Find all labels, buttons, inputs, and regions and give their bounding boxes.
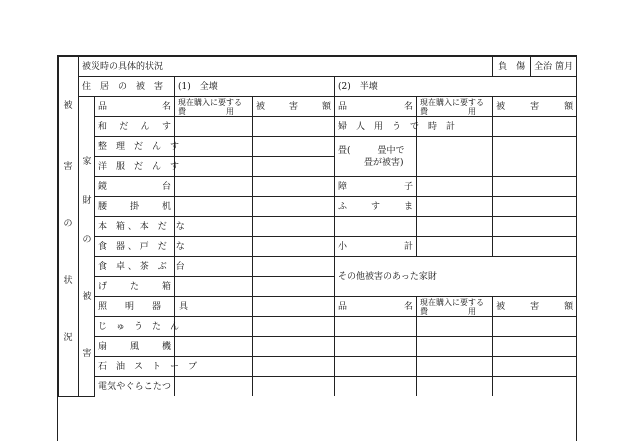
side-char: 被	[63, 101, 73, 111]
cost-cell[interactable]	[175, 237, 253, 257]
side-char: 況	[63, 333, 73, 343]
damage-cell[interactable]	[253, 297, 335, 317]
col-cost-right: 現在購入に要する費 用	[417, 97, 493, 117]
list-item: 洋 服 だ ん す	[95, 157, 175, 177]
damage-cell[interactable]	[253, 117, 335, 137]
cost-cell[interactable]	[175, 317, 253, 337]
damage-cell[interactable]	[493, 317, 577, 337]
blank-cell	[335, 217, 417, 237]
blank-cell[interactable]	[335, 377, 417, 397]
cost-cell[interactable]	[417, 317, 493, 337]
cost-cell[interactable]	[175, 197, 253, 217]
cost-cell[interactable]	[175, 257, 253, 277]
situation-label: 被災時の具体的状況	[79, 57, 493, 77]
side-char: 財	[82, 196, 92, 206]
side-char: 害	[63, 162, 73, 172]
damage-cell[interactable]	[493, 377, 577, 397]
col-item-left: 品 名	[95, 97, 175, 117]
col-item-other: 品 名	[335, 297, 417, 317]
damage-cell[interactable]	[253, 357, 335, 377]
cost-cell[interactable]	[417, 337, 493, 357]
cost-cell[interactable]	[175, 137, 253, 157]
col-cost-left: 現在購入に要する費 用	[175, 97, 253, 117]
col-damage-other: 被 害 額	[493, 297, 577, 317]
damage-cell[interactable]	[493, 357, 577, 377]
damage-table	[58, 56, 577, 397]
damage-cell[interactable]	[493, 217, 577, 237]
damage-cell[interactable]	[253, 157, 335, 177]
side-char: の	[82, 235, 92, 245]
other-items-label: その他被害のあった家財	[335, 257, 577, 297]
cost-cell[interactable]	[417, 217, 493, 237]
side-char: 家	[82, 157, 92, 167]
list-item: げ た 箱	[95, 277, 175, 297]
injury-cell	[531, 57, 577, 77]
damage-cell[interactable]	[253, 337, 335, 357]
side-char: 状	[63, 276, 73, 286]
col-damage-right: 被 害 額	[493, 97, 577, 117]
cost-cell[interactable]	[417, 177, 493, 197]
inner-side-text	[79, 154, 95, 366]
damage-cell[interactable]	[253, 137, 335, 157]
list-item: じ ゅ う た ん	[95, 317, 175, 337]
injury-label: 負 傷	[493, 57, 531, 77]
damage-cell[interactable]	[253, 377, 335, 397]
blank-cell[interactable]	[335, 317, 417, 337]
list-item: 電気やぐらこたつ	[95, 377, 175, 397]
cost-cell[interactable]	[417, 377, 493, 397]
damage-cell[interactable]	[493, 137, 577, 177]
damage-cell[interactable]	[493, 337, 577, 357]
cost-cell[interactable]	[175, 177, 253, 197]
blank-cell[interactable]	[335, 337, 417, 357]
list-item: 婦 人 用 う で 時 計	[335, 117, 417, 137]
cost-cell[interactable]	[417, 237, 493, 257]
damage-cell[interactable]	[253, 237, 335, 257]
list-item-tatami	[335, 137, 417, 177]
list-item: 扇 風 機	[95, 337, 175, 357]
cost-cell[interactable]	[417, 357, 493, 377]
col-item-right: 品 名	[335, 97, 417, 117]
housing-option-1: (1) 全壊	[175, 77, 335, 97]
col-damage-left: 被 害 額	[253, 97, 335, 117]
damage-form	[57, 55, 577, 441]
subtotal-label: 小 計	[335, 237, 417, 257]
list-item: 食 卓 、 茶 ぶ 台	[95, 257, 175, 277]
cost-cell[interactable]	[417, 197, 493, 217]
col-cost-other: 現在購入に要する費 用	[417, 297, 493, 317]
cost-cell[interactable]	[175, 157, 253, 177]
damage-cell[interactable]	[253, 277, 335, 297]
cost-cell[interactable]	[175, 377, 253, 397]
damage-cell[interactable]	[493, 237, 577, 257]
list-item: 食 器 、 戸 だ な	[95, 237, 175, 257]
side-char: の	[63, 219, 73, 229]
tatami-line-1: 畳( 畳中で	[338, 145, 405, 156]
damage-cell[interactable]	[493, 197, 577, 217]
cost-cell[interactable]	[417, 137, 493, 177]
cost-cell[interactable]	[175, 337, 253, 357]
blank-cell[interactable]	[335, 357, 417, 377]
tatami-line-2: 畳が被害)	[364, 157, 404, 168]
housing-label: 住 居 の 被 害	[79, 77, 175, 97]
list-item: 和 だ ん す	[95, 117, 175, 137]
list-item: ふ す ま	[335, 197, 417, 217]
list-item: 石 油 ス ト ー ブ	[95, 357, 175, 377]
side-char: 害	[82, 349, 92, 359]
list-item: 整 理 だ ん す	[95, 137, 175, 157]
damage-cell[interactable]	[493, 117, 577, 137]
list-item: 障 子	[335, 177, 417, 197]
injury-unit: 箇月	[555, 61, 574, 72]
side-char: 被	[82, 292, 92, 302]
injury-value: 全治	[534, 61, 553, 72]
list-item: 鏡 台	[95, 177, 175, 197]
cost-cell[interactable]	[175, 217, 253, 237]
damage-cell[interactable]	[253, 317, 335, 337]
outer-side-text	[58, 98, 78, 350]
damage-cell[interactable]	[253, 257, 335, 277]
list-item: 腰 掛 机	[95, 197, 175, 217]
damage-cell[interactable]	[253, 177, 335, 197]
housing-option-2: (2) 半壊	[335, 77, 577, 97]
list-item: 照 明 器 具	[95, 297, 175, 317]
damage-cell[interactable]	[493, 177, 577, 197]
damage-cell[interactable]	[253, 197, 335, 217]
list-item: 本 箱 、 本 だ な	[95, 217, 175, 237]
damage-cell[interactable]	[253, 217, 335, 237]
cost-cell[interactable]	[175, 277, 253, 297]
cost-cell[interactable]	[175, 117, 253, 137]
